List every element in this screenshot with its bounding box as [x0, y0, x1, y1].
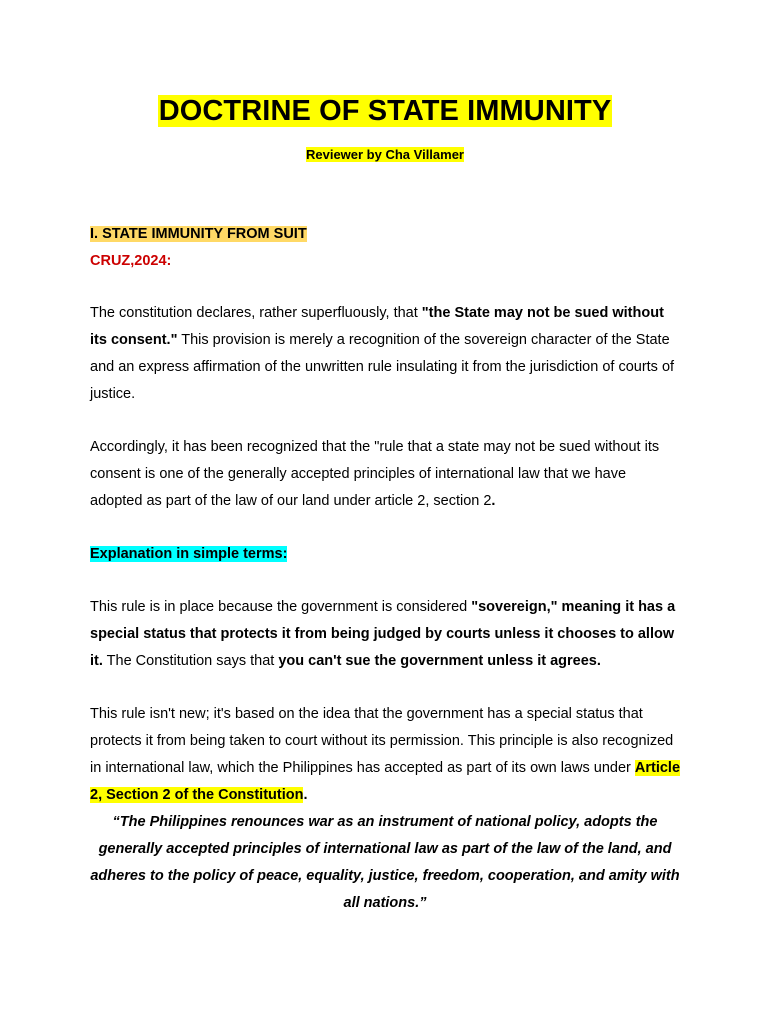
- explanation-heading: [90, 545, 680, 563]
- paragraph-4: [90, 701, 680, 809]
- constitution-quote: “The Philippines renounces war as an instrument of national policy, adopts the generally accepted principles of international law as part of the law of the land, and adheres to the policy of peace, equality, justice, freedom, cooperation, and amity with all nations.”: [90, 814, 680, 911]
- paragraph-2-text: Accordingly, it has been recognized that the "rule that a state may not be sued without its consent is one of the generally accepted principles of international law that we have adopted as part of the law of our land under article 2, section 2: [90, 439, 660, 509]
- paragraph-3-bold-b: you can't sue the government unless it agrees.: [278, 653, 601, 669]
- paragraph-1-bold: "the State may not be sued without its consent.": [90, 305, 664, 348]
- paragraph-2-bold-period: .: [491, 493, 496, 509]
- paragraph-4-text: This rule isn't new; it's based on the idea that the government has a special status that protects it from being taken to court without its permission. This principle is also recognized in international law, which the Philippines has accepted as part of its own laws under: [90, 706, 674, 776]
- section-heading: [90, 225, 680, 243]
- title-block: [90, 94, 680, 128]
- paragraph-3-bold-a: "sovereign," meaning it has a special status that protects it from being judged by courts unless it chooses to allow it.: [90, 599, 676, 669]
- document-title: DOCTRINE OF STATE IMMUNITY: [158, 95, 612, 127]
- paragraph-1-text-b: This provision is merely a recognition of the sovereign character of the State and an express affirmation of the unwritten rule insulating it from the jurisdiction of courts of justice.: [90, 332, 675, 402]
- citation: CRUZ,2024:: [90, 253, 172, 269]
- paragraph-1: [90, 300, 680, 408]
- paragraph-3-text-a: This rule is in place because the government is considered: [90, 599, 472, 615]
- section-heading-text: I. STATE IMMUNITY FROM SUIT: [90, 226, 307, 242]
- paragraph-2: [90, 434, 680, 515]
- subtitle-block: [90, 146, 680, 164]
- paragraph-1-text-a: The constitution declares, rather superfluously, that: [90, 305, 422, 321]
- explanation-heading-text: Explanation in simple terms:: [90, 546, 288, 562]
- document-subtitle: Reviewer by Cha Villamer: [305, 147, 464, 162]
- paragraph-4-bold-period: .: [303, 787, 308, 803]
- paragraph-4-highlight: Article 2, Section 2 of the Constitution: [90, 760, 681, 803]
- paragraph-3-text-b: The Constitution says that: [102, 653, 279, 669]
- paragraph-3: [90, 594, 680, 675]
